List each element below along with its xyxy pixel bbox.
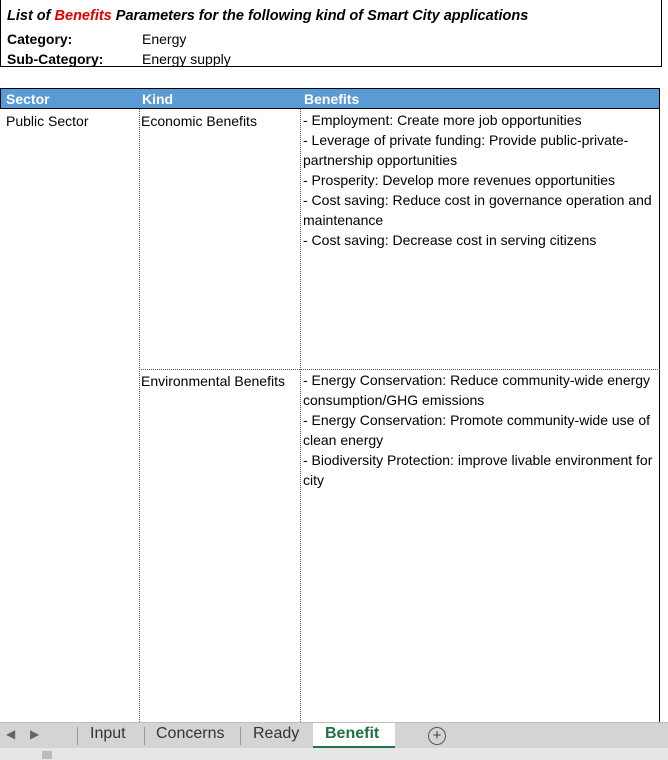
- list-item: - Employment: Create more job opportunities: [303, 112, 582, 128]
- tab-benefit[interactable]: Benefit: [313, 723, 395, 749]
- benefits-cell-environmental[interactable]: [303, 370, 655, 490]
- column-header-sector[interactable]: Sector: [6, 91, 50, 107]
- tab-input[interactable]: Input: [90, 725, 126, 742]
- page-title: [7, 8, 528, 24]
- add-sheet-icon[interactable]: +: [428, 727, 446, 745]
- column-divider-benefits: [300, 109, 301, 722]
- column-header-benefits[interactable]: Benefits: [304, 91, 360, 107]
- list-item: - Leverage of private funding: Provide public-private-partnership opportunities: [303, 132, 629, 168]
- category-label: Category:: [7, 31, 73, 47]
- column-divider-kind: [139, 109, 140, 722]
- category-value[interactable]: Energy: [142, 31, 187, 47]
- column-header-kind[interactable]: Kind: [142, 91, 174, 107]
- kind-cell-environmental[interactable]: Environmental Benefits: [141, 373, 285, 389]
- subcategory-label: Sub-Category:: [7, 51, 104, 67]
- tab-concerns[interactable]: Concerns: [156, 725, 225, 742]
- kind-cell-economic[interactable]: Economic Benefits: [141, 113, 257, 129]
- header-box: [0, 0, 662, 67]
- scroll-tabs-left-icon[interactable]: ◀: [6, 727, 16, 741]
- tab-ready[interactable]: Ready: [253, 725, 300, 742]
- title-suffix: Parameters for the following kind of Smart City applications: [115, 8, 529, 24]
- list-item: - Cost saving: Decrease cost in serving citizens: [303, 232, 597, 248]
- status-bar: [0, 748, 668, 760]
- scroll-tabs-right-icon[interactable]: ▶: [30, 727, 40, 741]
- sector-cell[interactable]: Public Sector: [6, 113, 89, 129]
- list-item: - Cost saving: Reduce cost in governance operation and maintenance: [303, 192, 652, 228]
- sheet-tab-bar: [0, 722, 668, 749]
- benefits-cell-economic[interactable]: [303, 110, 655, 250]
- list-item: - Energy Conservation: Reduce community-wide energy consumption/GHG emissions: [303, 372, 651, 408]
- macro-record-icon[interactable]: [42, 751, 52, 759]
- list-item: - Prosperity: Develop more revenues opportunities: [303, 172, 616, 188]
- list-item: - Energy Conservation: Promote community-wide use of clean energy: [303, 412, 651, 448]
- title-highlight: Benefits: [54, 8, 112, 24]
- table-header-row: [0, 88, 660, 109]
- list-item: - Biodiversity Protection: improve livable environment for city: [303, 452, 653, 488]
- title-prefix: List of: [7, 8, 51, 24]
- subcategory-value[interactable]: Energy supply: [142, 51, 231, 67]
